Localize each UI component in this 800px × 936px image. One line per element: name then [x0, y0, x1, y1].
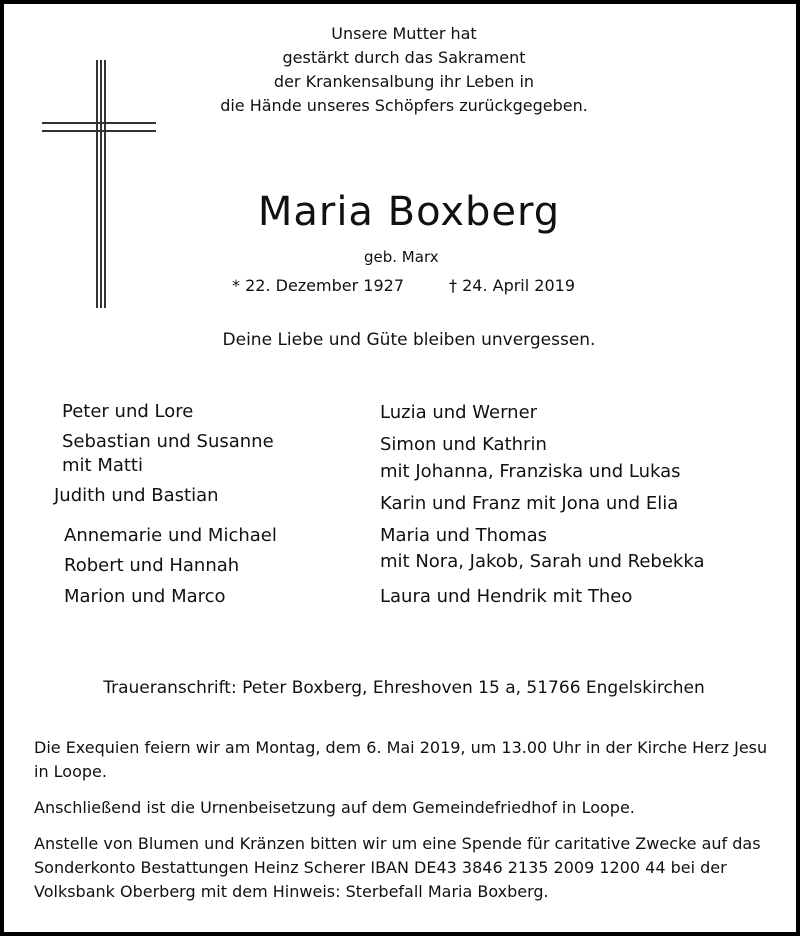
maiden-name: geb. Marx — [364, 248, 439, 266]
family-entry: Annemarie und Michael — [64, 525, 277, 546]
mourning-address: Traueranschrift: Peter Boxberg, Ehreshoven 15 a, 51766 Engelskirchen — [103, 678, 705, 698]
family-entry: mit Johanna, Franziska und Lukas — [380, 461, 681, 482]
motto: Deine Liebe und Güte bleiben unvergessen. — [222, 330, 596, 350]
donation-info: Anstelle von Blumen und Kränzen bitten wir um eine Spende für caritative Zwecke auf das Sonderkonto Bestattungen Heinz Scherer IBAN DE43 3846 2135 2009 1200 44 bei der Volksbank Oberberg mit dem Hinweis: Sterbefall Maria Boxberg. — [34, 834, 761, 901]
intro-line: die Hände unseres Schöpfers zurückgegeben. — [220, 96, 588, 115]
intro-text — [164, 22, 644, 118]
family-entry: Peter und Lore — [62, 401, 194, 422]
family-entry: mit Nora, Jakob, Sarah und Rebekka — [380, 551, 705, 572]
family-entry: Laura und Hendrik mit Theo — [380, 586, 633, 607]
family-entry: mit Matti — [62, 455, 143, 476]
family-entry: Judith und Bastian — [54, 485, 219, 506]
funeral-info: Die Exequien feiern wir am Montag, dem 6. Mai 2019, um 13.00 Uhr in der Kirche Herz Jesu in Loope. — [34, 738, 768, 781]
intro-line: der Krankensalbung ihr Leben in — [273, 72, 535, 91]
family-entry: Luzia und Werner — [380, 402, 538, 423]
intro-line: gestärkt durch das Sakrament — [282, 48, 526, 67]
family-entry: Sebastian und Susanne — [62, 431, 274, 452]
family-entry: Robert und Hannah — [64, 555, 240, 576]
family-entry: Marion und Marco — [64, 586, 226, 607]
intro-line: Unsere Mutter hat — [331, 24, 477, 43]
deceased-name: Maria Boxberg — [257, 189, 561, 235]
family-entry: Maria und Thomas — [380, 525, 548, 546]
death-date: † 24. April 2019 — [449, 276, 575, 295]
birth-date: * 22. Dezember 1927 — [232, 276, 404, 295]
family-entry: Karin und Franz mit Jona und Elia — [380, 493, 679, 514]
family-entry: Simon und Kathrin — [380, 434, 547, 455]
burial-info: Anschließend ist die Urnenbeisetzung auf dem Gemeindefriedhof in Loope. — [34, 798, 635, 817]
